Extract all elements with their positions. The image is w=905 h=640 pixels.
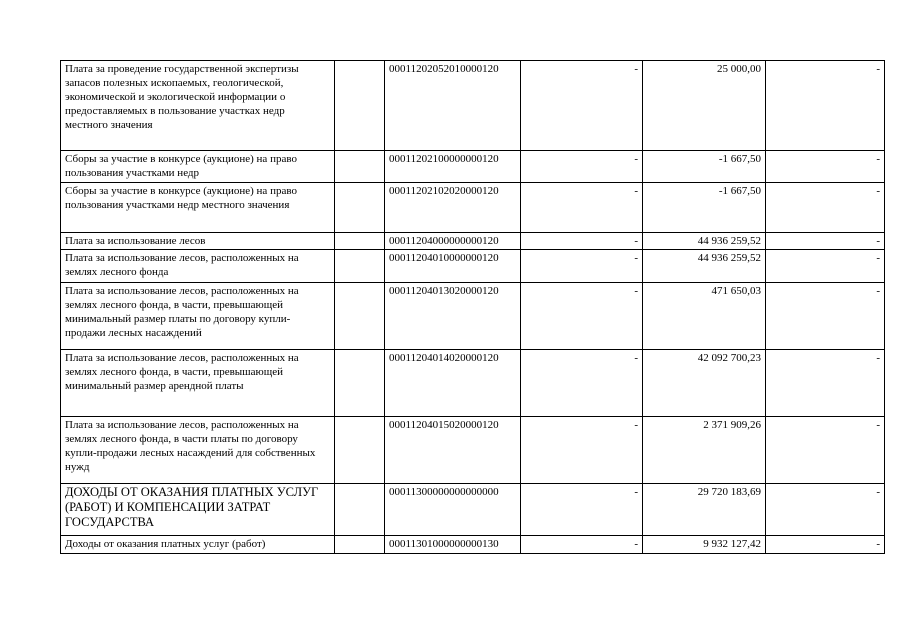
row-blank-cell [335, 250, 385, 283]
row-amount-cell: 25 000,00 [643, 61, 766, 151]
row-name-cell: Сборы за участие в конкурсе (аукционе) на право пользования участками недр местного значения [61, 183, 335, 233]
row-amount-cell: 42 092 700,23 [643, 350, 766, 417]
row-blank-cell [335, 350, 385, 417]
row-code-cell: 00011202052010000120 [385, 61, 521, 151]
row-remainder-cell: - [766, 151, 885, 183]
row-code-cell: 00011204014020000120 [385, 350, 521, 417]
row-blank-cell [335, 151, 385, 183]
row-plan-cell: - [521, 183, 643, 233]
row-code-cell: 00011300000000000000 [385, 484, 521, 536]
row-plan-cell: - [521, 233, 643, 250]
table-row [61, 233, 885, 250]
row-name-cell: Плата за использование лесов, расположенных на землях лесного фонда, в части платы по договору купли-продажи лесных насаждений для собственных нужд [61, 417, 335, 484]
table-row [61, 151, 885, 183]
row-amount-cell: 2 371 909,26 [643, 417, 766, 484]
row-name-cell: Плата за использование лесов, расположенных на землях лесного фонда [61, 250, 335, 283]
row-amount-cell: 471 650,03 [643, 283, 766, 350]
row-remainder-cell: - [766, 61, 885, 151]
table-row [61, 536, 885, 554]
row-amount-cell: -1 667,50 [643, 151, 766, 183]
row-remainder-cell: - [766, 417, 885, 484]
row-name-cell: Доходы от оказания платных услуг (работ) [61, 536, 335, 554]
row-blank-cell [335, 233, 385, 250]
row-code-cell: 00011204013020000120 [385, 283, 521, 350]
row-remainder-cell: - [766, 484, 885, 536]
row-blank-cell [335, 61, 385, 151]
row-blank-cell [335, 484, 385, 536]
table-row [61, 417, 885, 484]
row-remainder-cell: - [766, 183, 885, 233]
row-remainder-cell: - [766, 283, 885, 350]
row-name-cell: ДОХОДЫ ОТ ОКАЗАНИЯ ПЛАТНЫХ УСЛУГ (РАБОТ) И КОМПЕНСАЦИИ ЗАТРАТ ГОСУДАРСТВА [61, 484, 335, 536]
row-name-cell: Плата за проведение государственной экспертизы запасов полезных ископаемых, геологической, экономической и экологической информации о предоставляемых в пользование участках недр местного значения [61, 61, 335, 151]
row-code-cell: 00011204010000000120 [385, 250, 521, 283]
row-plan-cell: - [521, 283, 643, 350]
income-report-table [60, 60, 885, 554]
row-code-cell: 00011202100000000120 [385, 151, 521, 183]
table-row [61, 183, 885, 233]
table-row [61, 61, 885, 151]
row-amount-cell: -1 667,50 [643, 183, 766, 233]
row-remainder-cell: - [766, 536, 885, 554]
table-row [61, 283, 885, 350]
row-amount-cell: 44 936 259,52 [643, 250, 766, 283]
row-plan-cell: - [521, 250, 643, 283]
row-plan-cell: - [521, 484, 643, 536]
row-blank-cell [335, 417, 385, 484]
row-name-cell: Плата за использование лесов, расположенных на землях лесного фонда, в части, превышающей минимальный размер платы по договору купли-продажи лесных насаждений [61, 283, 335, 350]
row-code-cell: 00011301000000000130 [385, 536, 521, 554]
row-blank-cell [335, 536, 385, 554]
row-plan-cell: - [521, 350, 643, 417]
row-amount-cell: 9 932 127,42 [643, 536, 766, 554]
row-plan-cell: - [521, 417, 643, 484]
table-row [61, 250, 885, 283]
row-remainder-cell: - [766, 250, 885, 283]
row-code-cell: 00011204000000000120 [385, 233, 521, 250]
row-name-cell: Плата за использование лесов [61, 233, 335, 250]
row-blank-cell [335, 183, 385, 233]
row-name-cell: Сборы за участие в конкурсе (аукционе) на право пользования участками недр [61, 151, 335, 183]
row-plan-cell: - [521, 536, 643, 554]
row-remainder-cell: - [766, 350, 885, 417]
row-remainder-cell: - [766, 233, 885, 250]
row-code-cell: 00011202102020000120 [385, 183, 521, 233]
row-blank-cell [335, 283, 385, 350]
row-amount-cell: 29 720 183,69 [643, 484, 766, 536]
table-row [61, 484, 885, 536]
row-plan-cell: - [521, 151, 643, 183]
row-name-cell: Плата за использование лесов, расположенных на землях лесного фонда, в части, превышающей минимальный размер арендной платы [61, 350, 335, 417]
row-code-cell: 00011204015020000120 [385, 417, 521, 484]
table-row [61, 350, 885, 417]
row-amount-cell: 44 936 259,52 [643, 233, 766, 250]
row-plan-cell: - [521, 61, 643, 151]
